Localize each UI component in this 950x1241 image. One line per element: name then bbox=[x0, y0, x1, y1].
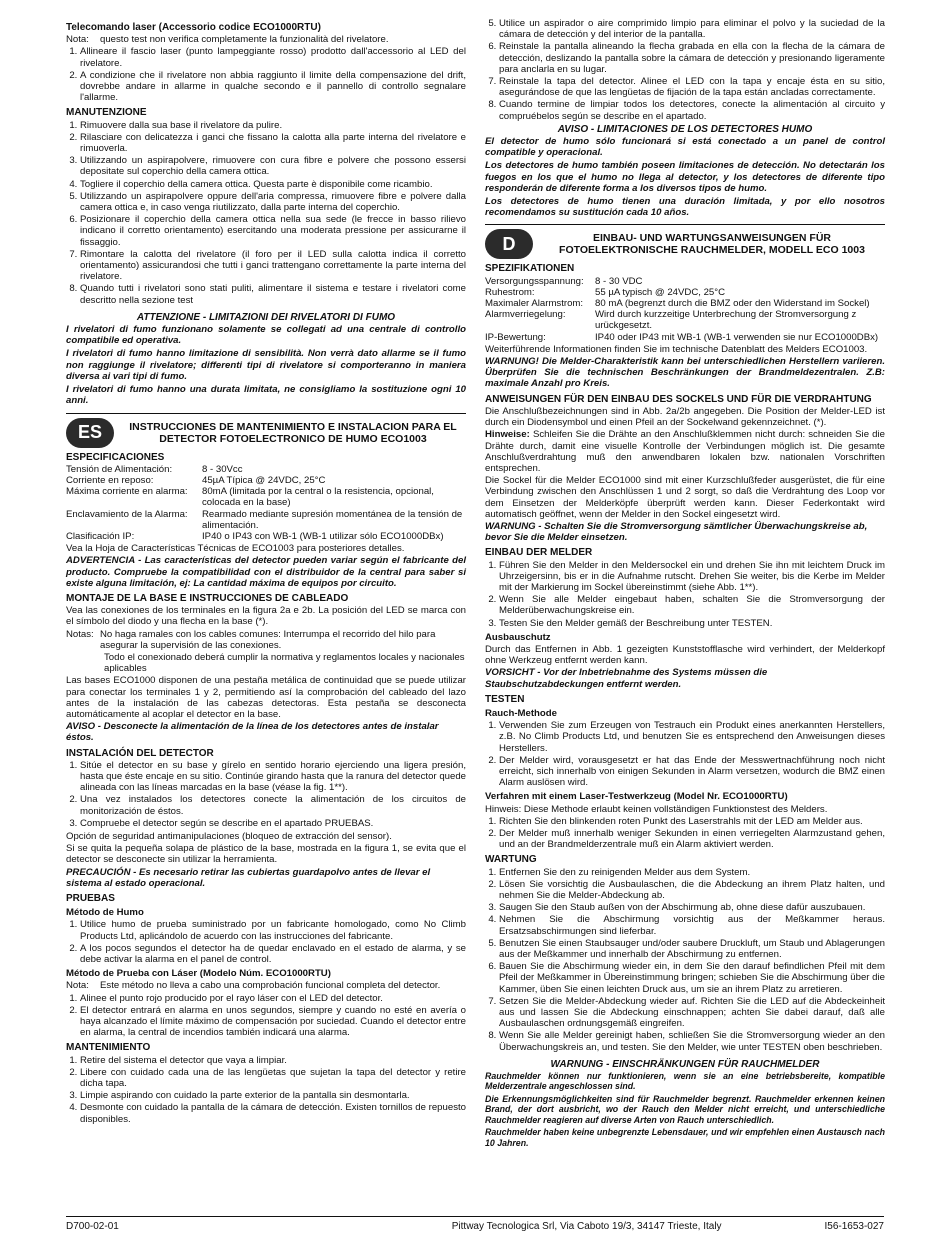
spec-key: IP-Bewertung: bbox=[485, 331, 546, 343]
spec-key: Máxima corriente en alarma: bbox=[66, 486, 188, 498]
d-section-header bbox=[485, 224, 885, 259]
d-spec-title: SPEZIFIKATIONEN bbox=[485, 263, 575, 275]
spec-value: 55 µA typisch @ 24VDC, 25°C bbox=[595, 286, 726, 298]
d-hinweis bbox=[485, 429, 885, 474]
list-item: 2. Rilasciare con delicatezza i ganci che fissano la calotta alla parte interna del rivelatore e rimuoverla. bbox=[80, 132, 466, 154]
footer-address: Pittway Tecnologica Srl, Via Caboto 19/3, 34147 Trieste, Italy bbox=[451, 1221, 722, 1232]
notas-text-2: Todo el conexionado deberá cumplir la normativa y reglamentos locales y nacionales aplicables bbox=[104, 651, 465, 675]
es-aviso: AVISO - Desconecte la alimentación de la línea de los detectores antes de instalar éstos. bbox=[66, 721, 439, 744]
es-aviso-para: Los detectores de humo tienen una duración limitada, y por ello nosotros recomendamos su sustitución cada 10 años. bbox=[485, 196, 885, 219]
list-item: 3. Saugen Sie den Staub außen von der Abschirmung ab, ohne diese dafür auszubauen. bbox=[499, 902, 885, 913]
spec-key: Alarmverriegelung: bbox=[485, 309, 566, 321]
spec-key: Versorgungsspannung: bbox=[485, 275, 584, 287]
list-item: 4. Desmonte con cuidado la pantalla de la cámara de detección. Existen tornillos de repuesto disponibles. bbox=[80, 1102, 466, 1124]
d-section-title: EINBAU- UND WARTUNGSANWEISUNGEN FÜR FOTOELEKTRONISCHE RAUCHMELDER, MODELL ECO 1003 bbox=[559, 232, 865, 257]
es-spec-note: Vea la Hoja de Características Técnicas de ECO1003 para posteriores detalles. bbox=[66, 543, 405, 555]
list-item: 1. Alinee el punto rojo producido por el rayo láser con el LED del detector. bbox=[80, 993, 466, 1004]
hinweis-text: Schleifen Sie die Drähte an den Anschlußklemmen nicht durch: schneiden Sie die Drähte durch, damit eine visuelle Kontrolle der Verbindungen möglich ist. Die gesamte Anschlußverdrahtung muß den anwendbaren lokalen bzw. nationalen Vorschriften entsprechen. bbox=[485, 429, 885, 474]
list-item: 6. Reinstale la pantalla alineando la flecha grabada en ella con la flecha de la cámara de detección, deslizando la pantalla sobre la cámara de detección y presionando ligeramente para anclarla en su lugar. bbox=[499, 41, 885, 75]
att-it-title: ATTENZIONE - LIMITAZIONI DEI RIVELATORI DI FUMO bbox=[136, 311, 396, 323]
d-warnung-para: Die Erkennungsmöglichkeiten sind für Rauchmelder begrenzt. Rauchmelder erkennen keinen Brand, der dort ausbricht, wo der Rauch den Melder nicht erreicht, und unterschiedliche Rauchmelder reagieren auf diverse Arten von Rauch unterschiedlich. bbox=[485, 1093, 885, 1125]
d-rauch-steps bbox=[485, 720, 885, 788]
list-item: 4. Togliere il coperchio della camera ottica. Questa parte è disponibile come ricambio. bbox=[80, 179, 466, 190]
d-einbau-title: EINBAU DER MELDER bbox=[485, 547, 593, 559]
d-rauch-title: Rauch-Methode bbox=[485, 707, 557, 719]
spec-value: 8 - 30Vcc bbox=[202, 463, 243, 475]
language-badge-es: ES bbox=[66, 418, 114, 448]
d-warning-2: WARNUNG - Schalten Sie die Stromversorgung sämtlicher Überwachungskreise ab, bevor Sie die Melder einsetzen. bbox=[485, 520, 868, 544]
notas-label: Notas: bbox=[66, 628, 94, 640]
d-sockel-text: Die Anschlußbezeichnungen sind in Abb. 2a/2b angegeben. Die Position der Melder-LED ist durch ein Diodensymbol und einen Pfeil an der Sockelwand gekennzeichnet. (*). bbox=[485, 405, 885, 429]
list-item: 1. Führen Sie den Melder in den Meldersockel ein und drehen Sie ihn mit leichtem Druck im Uhrzeigersinn, bis er in die Aufnahme rutscht. Drehen Sie weiter, bis die Kerbe im Melder mit der Markierung im Sockel übereinstimmt (siehe Abb. 1**). bbox=[499, 560, 885, 594]
es-humo-steps bbox=[66, 919, 466, 965]
list-item: 1. Utilice humo de prueba suministrado por un fabricante homologado, como No Climb Products Ltd, aplicándolo de acuerdo con las instrucciones del fabricante. bbox=[80, 919, 466, 941]
spec-key: Maximaler Alarmstrom: bbox=[485, 298, 584, 310]
list-item: 1. Richten Sie den blinkenden roten Punkt des Laserstrahls mit der LED am Melder aus. bbox=[499, 816, 885, 827]
d-sockel-text-2: Die Sockel für die Melder ECO1000 sind mit einer Kurzschlußfeder ausgerüstet, die für eine Verbindung zwischen den Anschlüssen 1 und 2 sorgt, so daß die Verdrahtung des Loop vor dem Einsetzen der Melderköpfe überprüft werden kann. Dieser Federkontakt wird automatisch geöffnet, wenn der Melder in den Sockel eingesetzt wird. bbox=[485, 475, 885, 520]
d-laser-title: Verfahren mit einem Laser-Testwerkzeug (Model Nr. ECO1000RTU) bbox=[485, 791, 788, 803]
es-precaucion: PRECAUCIÓN - Es necesario retirar las cubiertas guardapolvo antes de llevar el sistema al estado operacional. bbox=[66, 866, 431, 889]
es-mant-steps bbox=[66, 1055, 466, 1125]
list-item: 8. Wenn Sie alle Melder gereinigt haben, schließen Sie die Stromversorgung wieder an den Überwachungskreis an, und testen. Sie den Melder, wie unter TESTEN oben beschrieben. bbox=[499, 1030, 885, 1052]
list-item: 2. Libere con cuidado cada una de las lengüetas que sujetan la tapa del detector y retire dicha tapa. bbox=[80, 1067, 466, 1089]
es-pruebas-title: PRUEBAS bbox=[66, 893, 115, 905]
list-item: 8. Quando tutti i rivelatori sono stati puliti, alimentare il sistema e testare i rivelatori come descritto nella sezione test bbox=[80, 283, 466, 305]
laser-it-steps bbox=[66, 46, 466, 103]
list-item: 5. Benutzen Sie einen Staubsauger und/oder saubere Druckluft, um Staub und Ablagerungen aus der Meßkammer und innerhalb der Abschirmung zu entfernen. bbox=[499, 938, 885, 960]
note-text: questo test non verifica completamente la funzionalità del rivelatore. bbox=[100, 34, 389, 46]
d-warnung-para: Rauchmelder können nur funktionieren, wenn sie an eine betriebsbereite, kompatible Melderzentrale angeschlossen sind. bbox=[485, 1071, 885, 1092]
right-column bbox=[485, 18, 885, 1150]
list-item: 4. Nehmen Sie die Abschirmung vorsichtig aus der Meßkammer heraus. Ersatzsabschirmungen sind lieferbar. bbox=[499, 914, 885, 936]
d-sockel-title: ANWEISUNGEN FÜR DEN EINBAU DES SOCKELS UND FÜR DIE VERDRAHTUNG bbox=[485, 393, 872, 405]
d-warnung-title: WARNUNG - EINSCHRÄNKUNGEN FÜR RAUCHMELDER bbox=[550, 1058, 820, 1070]
d-laser-note: Hinweis: Diese Methode erlaubt keinen vollständigen Funktionstest des Melders. bbox=[485, 803, 828, 815]
notas-text-1: No haga ramales con los cables comunes: Interrumpa el recorrido del hilo para asegurar la supervisión de las conexiones. bbox=[100, 628, 436, 651]
spec-key: Enclavamiento de la Alarma: bbox=[66, 508, 188, 520]
laser-it-note bbox=[66, 34, 466, 45]
note-label: Nota: bbox=[66, 980, 89, 992]
es-opcion: Opción de seguridad antimanipulaciones (bloqueo de extracción del sensor). bbox=[66, 831, 392, 842]
es-humo-title: Método de Humo bbox=[66, 907, 144, 919]
d-wartung-title: WARTUNG bbox=[485, 854, 537, 866]
es-advertencia: ADVERTENCIA - Las características del detector pueden variar según el fabricante del producto. Compruebe la compatibilidad con el distribuidor de la central para saber si existe alguna limitación, ej: La cantidad máxima de equipos por circuito. bbox=[66, 555, 466, 589]
list-item: 3. Limpie aspirando con cuidado la parte exterior de la pantalla sin desmontarla. bbox=[80, 1090, 466, 1101]
es-section-title: INSTRUCCIONES DE MANTENIMIENTO E INSTALACION PARA EL DETECTOR FOTOELECTRONICO DE HUMO ECO1003 bbox=[129, 420, 457, 445]
es-aviso-para: El detector de humo sólo funcionará si está conectado a un panel de control compatible y operacional. bbox=[485, 136, 885, 159]
spec-key: Tensión de Alimentación: bbox=[66, 463, 173, 475]
spec-key: Clasificación IP: bbox=[66, 530, 135, 542]
d-warnung: WARNUNG! Die Melder-Charakteristik kann bei unterschiedlichen Herstellern variieren. Überprüfen Sie die technischen Beschränkungen der Brandmeldezentralen. Z.B: maximale Anzahl pro Kreis. bbox=[485, 356, 885, 390]
es-montaje-text: Vea las conexiones de los terminales en la figura 2a e 2b. La posición del LED se marca con el símbolo del diodo y una flecha en la base (*). bbox=[66, 605, 466, 628]
list-item: 1. Sitúe el detector en su base y gírelo en sentido horario ejerciendo una ligera presión, hasta que éste encaje en su sitio. Continúe girando hasta que la ranura del detector quede alineada con las líneas marcadas en la base (véase la fig. 1**). bbox=[80, 760, 466, 794]
es-aviso-title: AVISO - LIMITACIONES DE LOS DETECTORES HUMO bbox=[557, 123, 813, 135]
list-item: 1. Verwenden Sie zum Erzeugen von Testrauch ein Produkt eines anerkannten Herstellers, z.B. No Climb Products Ltd, und benutzen Sie es entsprechend den Anweisungen dieses Herstellers. bbox=[499, 720, 885, 754]
es-laser-title: Método de Prueba con Láser (Modelo Núm. ECO1000RTU) bbox=[66, 968, 331, 980]
spec-key: Ruhestrom: bbox=[485, 286, 535, 298]
att-it-para: I rivelatori di fumo funzionano solamente se collegati ad una centrale di controllo compatibile ed operativa. bbox=[66, 324, 466, 347]
manut-it-title: MANUTENZIONE bbox=[66, 107, 147, 119]
spec-key: Corriente en reposo: bbox=[66, 474, 154, 486]
manut-it-steps bbox=[66, 120, 466, 306]
list-item: 6. Bauen Sie die Abschirmung wieder ein, in dem Sie den darauf befindlichen Pfeil mit dem Pfeil der Meßkammer in Übereinstimmung bringen; schieben Sie die Abschirmung über die Kammer, üben Sie einen leichten Druck aus, um sie an ihrem Platz zu arretieren. bbox=[499, 961, 885, 995]
list-item: 3. Utilizzando un aspirapolvere, rimuovere con cura fibre e polvere che possono essersi depositate sul coperchio della camera ottica. bbox=[80, 155, 466, 177]
es-mant-title: MANTENIMIENTO bbox=[66, 1042, 151, 1054]
footer-doc-code: D700-02-01 bbox=[66, 1221, 119, 1232]
spec-value: 80mA (limitada por la central o la resistencia, opcional, colocada en la base) bbox=[202, 486, 434, 509]
es-aviso-para: Los detectores de humo también poseen limitaciones de detección. No detectarán los fuegos en los que el humo no llega al detector, y los detectores de diferente tipo responderán de diferente forma a los diversos tipos de humo. bbox=[485, 160, 885, 194]
list-item: 2. A los pocos segundos el detector ha de quedar enclavado en el estado de alarma, y se debe activar la alarma en el panel de control. bbox=[80, 943, 466, 965]
footer-doc-number: I56-1653-027 bbox=[824, 1221, 884, 1232]
es-montaje-title: MONTAJE DE LA BASE E INSTRUCCIONES DE CABLEADO bbox=[66, 592, 349, 604]
att-it-para: I rivelatori di fumo hanno limitazione di sensibilità. Non verrà dato allarme se il fumo non raggiunge il rivelatore; differenti tipi di rivelatore si comporteranno in maniera diversa ai vari tipi di fumo. bbox=[66, 348, 466, 382]
d-vorsicht: VORSICHT - Vor der Inbetriebnahme des Systems müssen die Staubschutzabdeckungen entfernt werden. bbox=[485, 667, 768, 690]
list-item: 1. Entfernen Sie den zu reinigenden Melder aus dem System. bbox=[499, 867, 885, 878]
laser-it-title: Telecomando laser (Accessorio codice ECO1000RTU) bbox=[66, 22, 321, 33]
d-spec-note: Weiterführende Informationen finden Sie im technische Datenblatt des Melders ECO1003. bbox=[485, 343, 868, 355]
es-laser-note bbox=[66, 980, 466, 991]
list-item: 1. Rimuovere dalla sua base il rivelatore da pulire. bbox=[80, 120, 466, 131]
list-item: 7. Reinstale la tapa del detector. Alinee el LED con la tapa y encaje ésta en su sitio, asegurándose de que las lengüetas de fijación de la tapa están ancladas correctamente. bbox=[499, 76, 885, 98]
spec-value: Wird durch kurzzeitige Unterbrechung der Stromversorgung z urückgesetzt. bbox=[595, 309, 857, 332]
es-bases-text: Las bases ECO1000 disponen de una pestaña metálica de continuidad que se puede utilizar para conectar los terminales 1 y 2, permitiendo así la comprobación del cableado del lazo antes de la instalación de las cabezas detectoras. Esta pestaña se desconecta automáticamente al acoplar el detector en la base. bbox=[66, 675, 466, 720]
list-item: 1. Allineare il fascio laser (punto lampeggiante rosso) prodotto dall'accessorio al LED del rivelatore. bbox=[80, 46, 466, 68]
es-mant-steps-cont bbox=[485, 18, 885, 122]
list-item: 2. Lösen Sie vorsichtig die Ausbaulaschen, die die Abdeckung an ihrem Platz halten, und nehmen Sie die Melder-Abdeckung ab. bbox=[499, 879, 885, 901]
list-item: 2. Wenn Sie alle Melder eingebaut haben, schalten Sie die Stromversorgung der Melderüberwachungskreise ein. bbox=[499, 594, 885, 616]
es-spec-table bbox=[66, 464, 466, 542]
left-column bbox=[66, 18, 466, 1127]
list-item: 2. Una vez instalados los detectores conecte la alimentación de los circuitos de monitorización de éstos. bbox=[80, 794, 466, 816]
d-einbau-steps bbox=[485, 560, 885, 629]
es-inst-steps bbox=[66, 760, 466, 829]
list-item: 1. Retire del sistema el detector que vaya a limpiar. bbox=[80, 1055, 466, 1066]
d-ausbau-text: Durch das Entfernen in Abb. 1 gezeigten Kunststofflasche wird verhindert, der Melderkopf ohne Werkzeug entfernt werden kann. bbox=[485, 643, 885, 667]
es-solapa: Si se quita la pequeña solapa de plástico de la base, mostrada en la figura 1, se evita que el detector se desconecte sin utilizar la herramienta. bbox=[66, 843, 466, 866]
list-item: 7. Rimontare la calotta del rivelatore (il foro per il LED sulla calotta indica il corretto orientamento) assicurandosi che tutti i ganci trattengano correttamente la parte interna del rivelatore. bbox=[80, 249, 466, 283]
page-footer bbox=[66, 1216, 884, 1232]
es-spec-title: ESPECIFICACIONES bbox=[66, 451, 165, 463]
spec-value: IP40 o IP43 con WB-1 (WB-1 utilizar sólo ECO1000DBx) bbox=[202, 530, 444, 542]
note-text: Este método no lleva a cabo una comprobación funcional completa del detector. bbox=[100, 980, 441, 992]
es-inst-title: INSTALACIÓN DEL DETECTOR bbox=[66, 747, 214, 759]
spec-value: 80 mA (begrenzt durch die BMZ oder den Widerstand im Sockel) bbox=[595, 298, 870, 310]
list-item: 7. Setzen Sie die Melder-Abdeckung wieder auf. Richten Sie die LED auf die Abdeckeinheit aus und lassen Sie die Abdeckung einschnappen; achten Sie dabei darauf, daß alle Ausbaulaschen ordnungsgemäß eingreifen. bbox=[499, 996, 885, 1030]
list-item: 2. Der Melder wird, vorausgesetzt er hat das Ende der Messwertnachführung noch nicht erreicht, sich innerhalb von einigen Sekunden in Alarm versetzen, wodurch die BMZ einen Alarm auslösen wird. bbox=[499, 755, 885, 789]
spec-value: 45µA Típica @ 24VDC, 25°C bbox=[202, 474, 326, 486]
es-section-header bbox=[66, 413, 466, 448]
d-spec-table bbox=[485, 276, 885, 343]
list-item: 2. A condizione che il rivelatore non abbia raggiunto il limite della compensazione del drift, dovrebbe andare in allarme in qualche secondo e il pannello di controllo segnalare l'allarme. bbox=[80, 70, 466, 104]
list-item: 5. Utilice un aspirador o aire comprimido limpio para eliminar el polvo y la suciedad de la cámara de detección y del interior de la pantalla. bbox=[499, 18, 885, 40]
list-item: 3. Testen Sie den Melder gemäß der Beschreibung unter TESTEN. bbox=[499, 618, 885, 629]
list-item: 8. Cuando termine de limpiar todos los detectores, conecte la alimentación al circuito y compruébelos según se describe en el apartado. bbox=[499, 99, 885, 121]
note-label: Nota: bbox=[66, 34, 89, 46]
list-item: 6. Posizionare il coperchio della camera ottica nella sua sede (le frecce in basso rilievo indicano il corretto orientamento) esercitando una moderata pressione per assicurarne il fissaggio. bbox=[80, 214, 466, 248]
hinweis-label: Hinweise: bbox=[485, 429, 530, 441]
d-laser-steps bbox=[485, 816, 885, 851]
language-badge-d: D bbox=[485, 229, 533, 259]
spec-value: IP40 oder IP43 mit WB-1 (WB-1 verwenden sie nur ECO1000DBx) bbox=[595, 331, 879, 343]
list-item: 5. Utilizzando un aspirapolvere oppure dell'aria compressa, rimuovere fibre e polvere dalla camera ottica e, in caso venga riutilizzato, dalla parte interna del coperchio. bbox=[80, 191, 466, 213]
es-notas bbox=[66, 629, 466, 651]
list-item: 2. El detector entrará en alarma en unos segundos, siempre y cuando no esté en avería o haya alcanzado el límite máximo de compensación por suciedad. Cuando el detector entre en alarma, la central de incendios también indicará una alarma. bbox=[80, 1005, 466, 1039]
list-item: 2. Der Melder muß innerhalb weniger Sekunden in einen verriegelten Alarmzustand gehen, und an der Brandmelderzentrale muß ein Alarm aktiviert werden. bbox=[499, 828, 885, 850]
att-it-para: I rivelatori di fumo hanno una durata limitata, ne consigliamo la sostituzione ogni 10 anni. bbox=[66, 384, 466, 407]
d-wartung-steps bbox=[485, 867, 885, 1053]
d-ausbau-title: Ausbauschutz bbox=[485, 631, 551, 643]
spec-value: Rearmado mediante supresión momentánea de la tensión de alimentación. bbox=[202, 508, 463, 531]
spec-value: 8 - 30 VDC bbox=[595, 275, 643, 287]
list-item: 3. Compruebe el detector según se describe en el apartado PRUEBAS. bbox=[80, 818, 466, 829]
es-laser-steps bbox=[66, 993, 466, 1039]
d-warnung-para: Rauchmelder haben keine unbegrenzte Lebensdauer, und wir empfehlen einen Austausch nach 10 Jahren. bbox=[485, 1127, 885, 1148]
d-testen-title: TESTEN bbox=[485, 693, 525, 705]
